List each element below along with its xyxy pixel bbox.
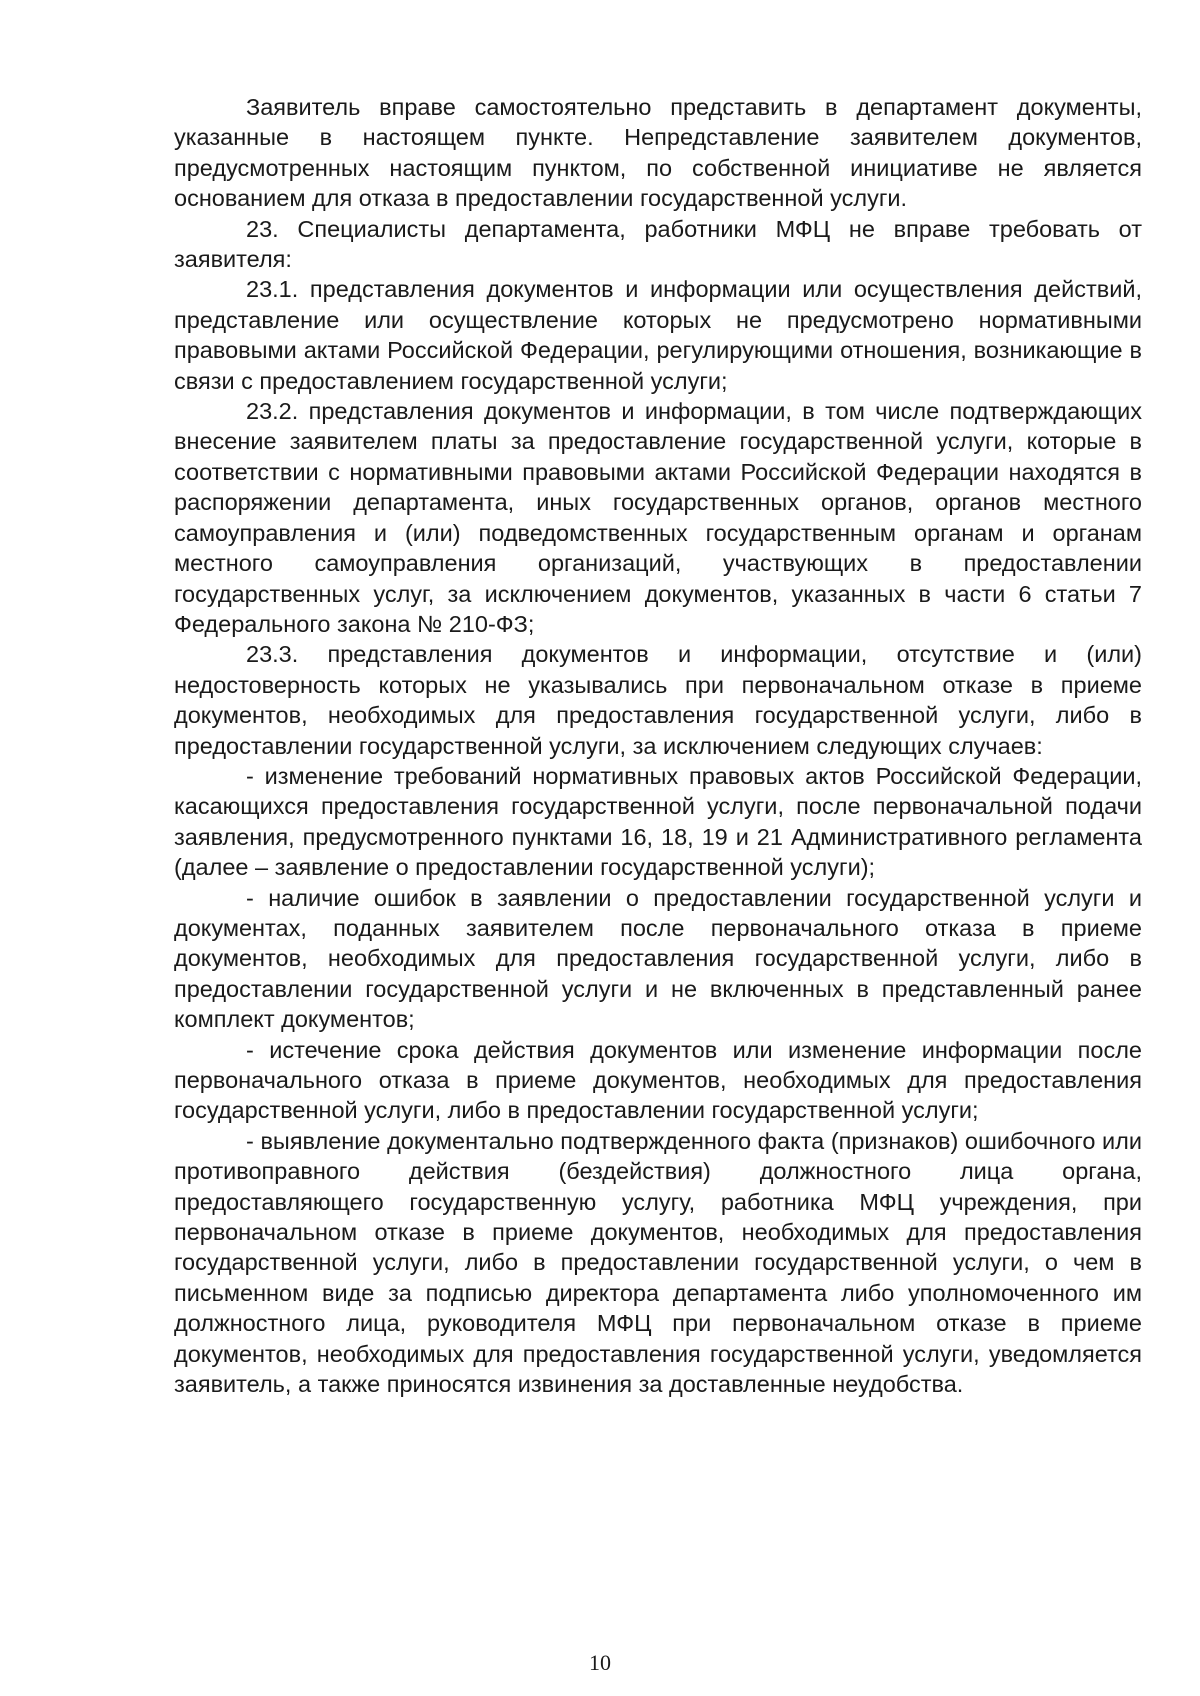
paragraph-23-2: 23.2. представления документов и информации, в том числе подтверждающих внесение заявителем платы за предоставление государственной услуги, которые в соответствии с нормативными правовыми актами Российской Федерации находятся в распоряжении департамента, иных государственных органов, органов местного самоуправления и (или) подведомственных государственным органам и органам местного самоуправления организаций, участвующих в предоставлении государственных услуг, за исключением документов, указанных в части 6 статьи 7 Федерального закона № 210-ФЗ; [174, 398, 1142, 637]
paragraph-applicant-right: Заявитель вправе самостоятельно представить в департамент документы, указанные в настоящем пункте. Непредставление заявителем документов, предусмотренных настоящим пунктом, по собственной инициативе не является основанием для отказа в предоставлении государственной услуги. [174, 94, 1142, 212]
paragraph-23: 23. Специалисты департамента, работники МФЦ не вправе требовать от заявителя: [174, 215, 1142, 273]
paragraph-23-1: 23.1. представления документов и информации или осуществления действий, представление или осуществление которых не предусмотрено нормативными правовыми актами Российской Федерации, регулирующими отношения, возникающие в связи с предоставлением государственной услуги; [174, 276, 1142, 394]
body-text [174, 92, 1142, 1399]
page-number: 10 [589, 1650, 611, 1675]
list-item-requirements-change: - изменение требований нормативных правовых актов Российской Федерации, касающихся предоставления государственной услуги, после первоначальной подачи заявления, предусмотренного пунктами 16, 18, 19 и 21 Административного регламента (далее – заявление о предоставлении государственной услуги); [174, 762, 1142, 881]
list-item-errors: - наличие ошибок в заявлении о предоставлении государственной услуги и документах, поданных заявителем после первоначального отказа в приеме документов, необходимых для предоставления государственной услуги, либо в предоставлении государственной услуги и не включенных в представленный ранее комплект документов; [174, 884, 1142, 1033]
list-item-expiry: - истечение срока действия документов или изменение информации после первоначального отказа в приеме документов, необходимых для предоставления государственной услуги, либо в предоставлении государственной услуги; [174, 1036, 1142, 1124]
paragraph-23-3: 23.3. представления документов и информации, отсутствие и (или) недостоверность которых не указывались при первоначальном отказе в приеме документов, необходимых для предоставления государственной услуги, либо в предоставлении государственной услуги, за исключением следующих случаев: [174, 641, 1142, 759]
list-item-misconduct: - выявление документально подтвержденного факта (признаков) ошибочного или противоправного действия (бездействия) должностного лица органа, предоставляющего государственную услугу, работника МФЦ учреждения, при первоначальном отказе в приеме документов, необходимых для предоставления государственной услуги, либо в предоставлении государственной услуги, о чем в письменном виде за подписью директора департамента либо уполномоченного им должностного лица, руководителя МФЦ при первоначальном отказе в приеме документов, необходимых для предоставления государственной услуги, уведомляется заявитель, а также приносятся извинения за доставленные неудобства. [174, 1127, 1142, 1398]
